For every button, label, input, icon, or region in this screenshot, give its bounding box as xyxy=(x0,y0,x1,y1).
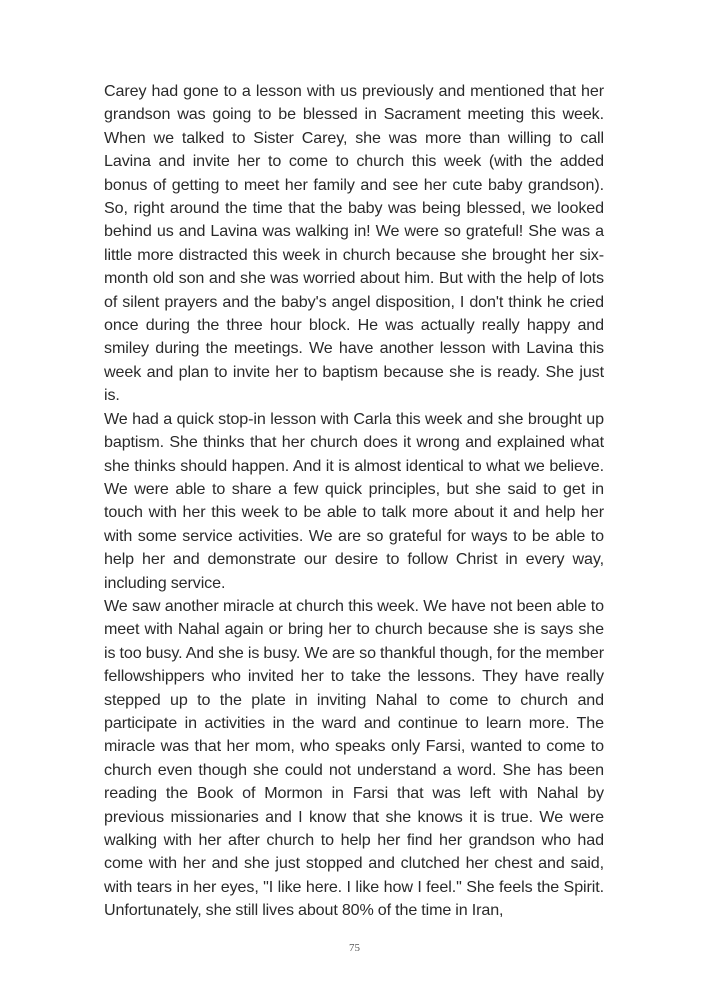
body-text xyxy=(104,80,604,923)
paragraph-nahal: We saw another miracle at church this week. We have not been able to meet with Nahal again or bring her to church because she is says she is too busy. And she is busy. We are so thankful though, for the member fellowshippers who invited her to take the lessons. They have really stepped up to the plate in inviting Nahal to come to church and participate in activities in the ward and continue to learn more. The miracle was that her mom, who speaks only Farsi, wanted to come to church even though she could not understand a word. She has been reading the Book of Mormon in Farsi that was left with Nahal by previous missionaries and I know that she knows it is true. We were walking with her after church to help her find her grandson who had come with her and she just stopped and clutched her chest and said, with tears in her eyes, "I like here. I like how I feel." She feels the Spirit. Unfortunately, she still lives about 80% of the time in Iran, xyxy=(104,596,604,920)
paragraph-lavina: Carey had gone to a lesson with us previously and mentioned that her grandson was going to be blessed in Sacrament meeting this week. When we talked to Sister Carey, she was more than willing to call Lavina and invite her to come to church this week (with the added bonus of getting to meet her family and see her cute baby grandson). So, right around the time that the baby was being blessed, we looked behind us and Lavina was walking in! We were so grateful! She was a little more distracted this week in church because she brought her six-month old son and she was worried about him. But with the help of lots of silent prayers and the baby's angel disposition, I don't think he cried once during the three hour block. He was actually really happy and smiley during the meetings. We have another lesson with Lavina this week and plan to invite her to baptism because she is ready. She just is. xyxy=(104,82,604,405)
paragraph-carla: We had a quick stop-in lesson with Carla this week and she brought up baptism. She thinks that her church does it wrong and explained what she thinks should happen. And it is almost identical to what we believe. We were able to share a few quick principles, but she said to get in touch with her this week to be able to talk more about it and help her with some service activities. We are so grateful for ways to be able to help her and demonstrate our desire to follow Christ in every way, including service. xyxy=(104,409,604,592)
page-number: 75 xyxy=(349,942,360,954)
